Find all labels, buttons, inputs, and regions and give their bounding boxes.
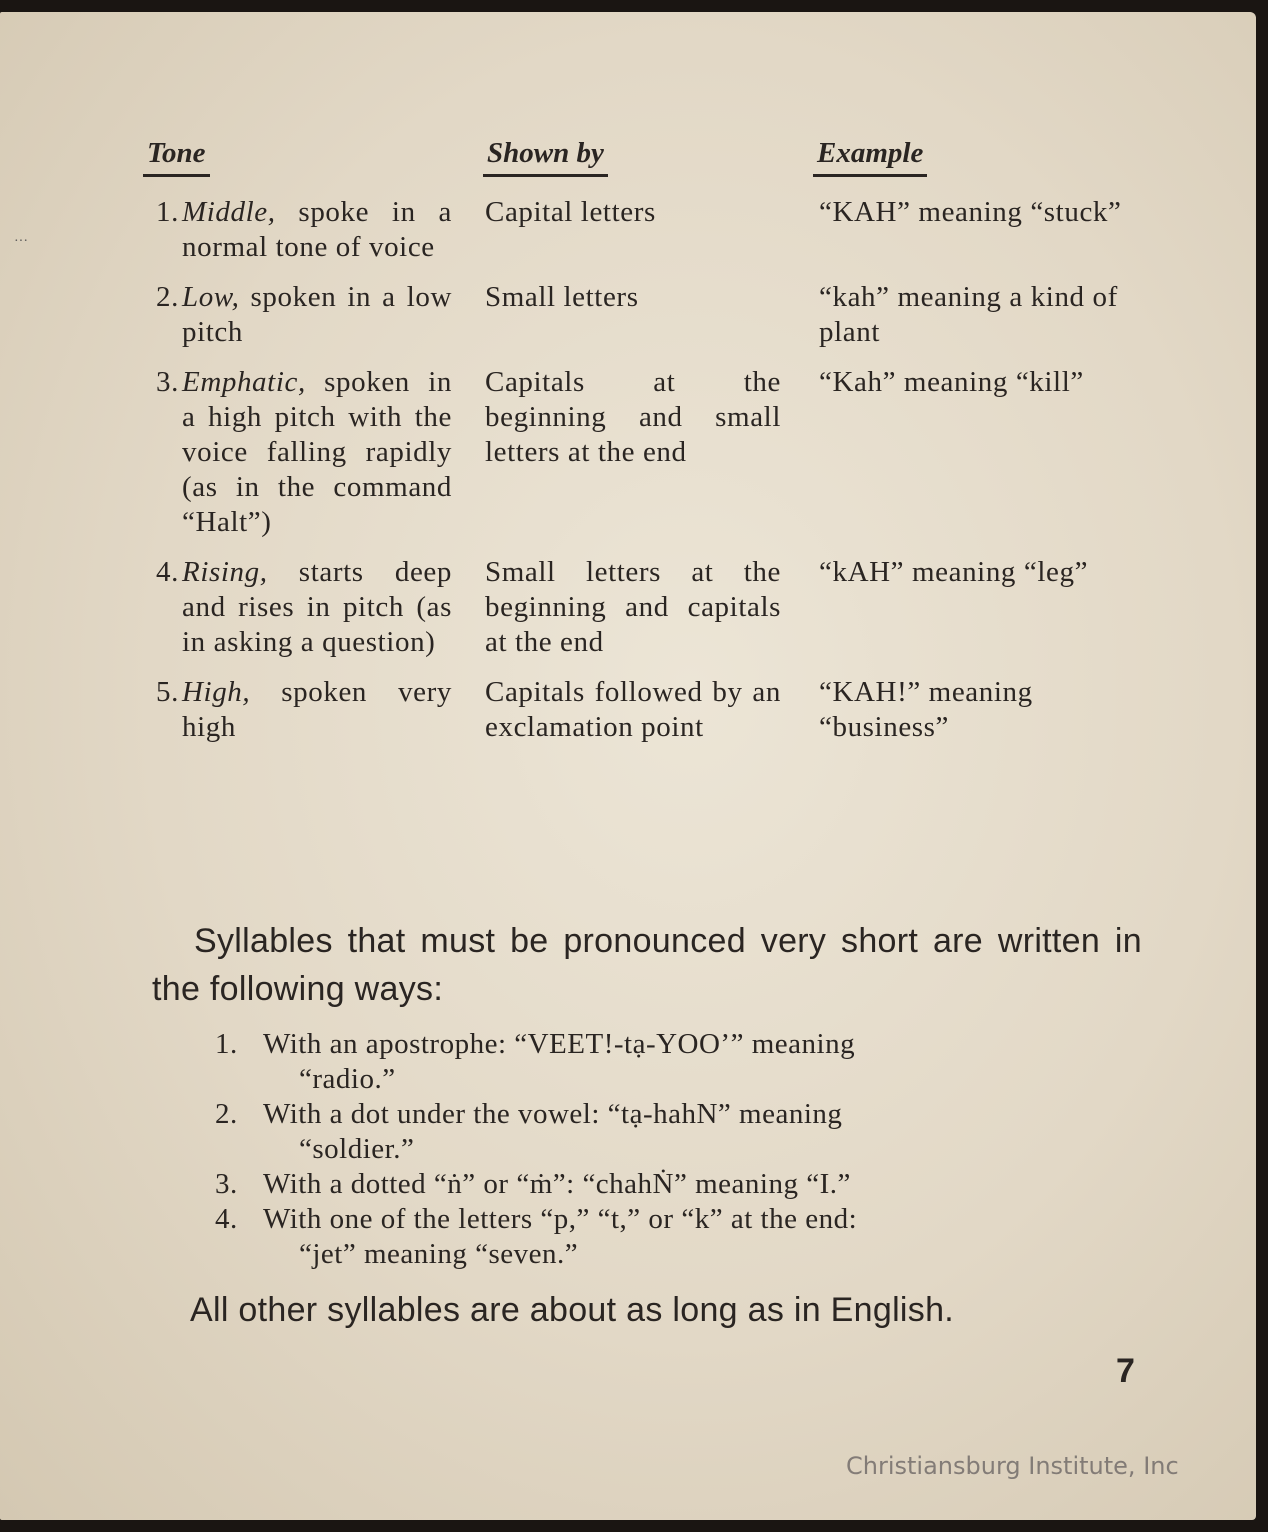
table-row <box>143 555 1153 675</box>
list-item <box>215 1167 1081 1202</box>
example-cell: “Kah” meaning “kill” <box>819 366 1084 398</box>
example-cell: “kah” meaning a kind of plant <box>819 281 1118 348</box>
tone-description: High, spoken very high <box>182 676 452 743</box>
tone-number: 5. <box>156 676 179 708</box>
tone-name: Middle, <box>182 196 276 228</box>
table-row <box>143 195 1153 280</box>
table-row <box>143 280 1153 365</box>
example-cell: “kAH” meaning “leg” <box>819 556 1089 588</box>
other-syllables-paragraph: All other syllables are about as long as in English. <box>190 1291 955 1329</box>
tone-number: 3. <box>156 366 179 398</box>
tone-description: Low, spoken in a low pitch <box>182 281 452 348</box>
list-number: 3. <box>215 1168 238 1200</box>
list-item <box>215 1097 1081 1167</box>
shown-by-cell: Small letters at the beginning and capitals at the end <box>485 556 781 658</box>
short-syllables-paragraph: Syllables that must be pronounced very short are written in the following ways: <box>152 922 1142 1008</box>
header-tone: Tone <box>143 137 483 195</box>
tone-table <box>143 137 1153 760</box>
list-number: 1. <box>215 1028 238 1060</box>
tone-description: Middle, spoke in a normal tone of voice <box>182 196 452 263</box>
shown-by-cell: Capital letters <box>485 196 656 228</box>
list-text-continued: “radio.” <box>299 1063 396 1095</box>
watermark: Christiansburg Institute, Inc <box>846 1452 1179 1480</box>
list-text: With an apostrophe: “VEET!-tạ-YOO’” meaning <box>263 1028 856 1060</box>
list-text-continued: “soldier.” <box>299 1133 415 1165</box>
list-text-continued: “jet” meaning “seven.” <box>299 1238 579 1270</box>
tone-description: Rising, starts deep and rises in pitch (as in asking a question) <box>182 556 452 658</box>
tone-description: Emphatic, spoken in a high pitch with the voice falling rapidly (as in the command “Halt”) <box>182 366 452 538</box>
list-number: 2. <box>215 1098 238 1130</box>
table-row <box>143 365 1153 555</box>
shown-by-cell: Capitals followed by an exclamation point <box>485 676 781 743</box>
tone-name: Emphatic, <box>182 366 306 398</box>
tone-number: 2. <box>156 281 179 313</box>
page-number: 7 <box>1116 1352 1135 1390</box>
book-page <box>0 12 1256 1520</box>
table-row <box>143 675 1153 760</box>
page-mark: ··· <box>14 234 28 249</box>
list-item <box>215 1202 1081 1272</box>
shown-by-cell: Capitals at the beginning and small letters at the end <box>485 366 781 468</box>
tone-name: Low, <box>182 281 240 313</box>
list-text: With a dotted “ṅ” or “ṁ”: “chahṄ” meaning “I.” <box>263 1168 851 1200</box>
example-cell: “KAH!” meaning “business” <box>819 676 1033 743</box>
example-cell: “KAH” meaning “stuck” <box>819 196 1122 228</box>
header-example: Example <box>813 137 1153 195</box>
short-syllables-list <box>215 1027 1081 1272</box>
shown-by-cell: Small letters <box>485 281 639 313</box>
table-header-row <box>143 137 1153 195</box>
header-shown-by: Shown by <box>483 137 813 195</box>
tone-number: 4. <box>156 556 179 588</box>
tone-name: High, <box>182 676 251 708</box>
list-text: With a dot under the vowel: “tạ-hahN” meaning <box>263 1098 843 1130</box>
list-number: 4. <box>215 1203 238 1235</box>
tone-number: 1. <box>156 196 179 228</box>
list-text: With one of the letters “p,” “t,” or “k” at the end: <box>263 1203 858 1235</box>
tone-name: Rising, <box>182 556 268 588</box>
list-item <box>215 1027 1081 1097</box>
